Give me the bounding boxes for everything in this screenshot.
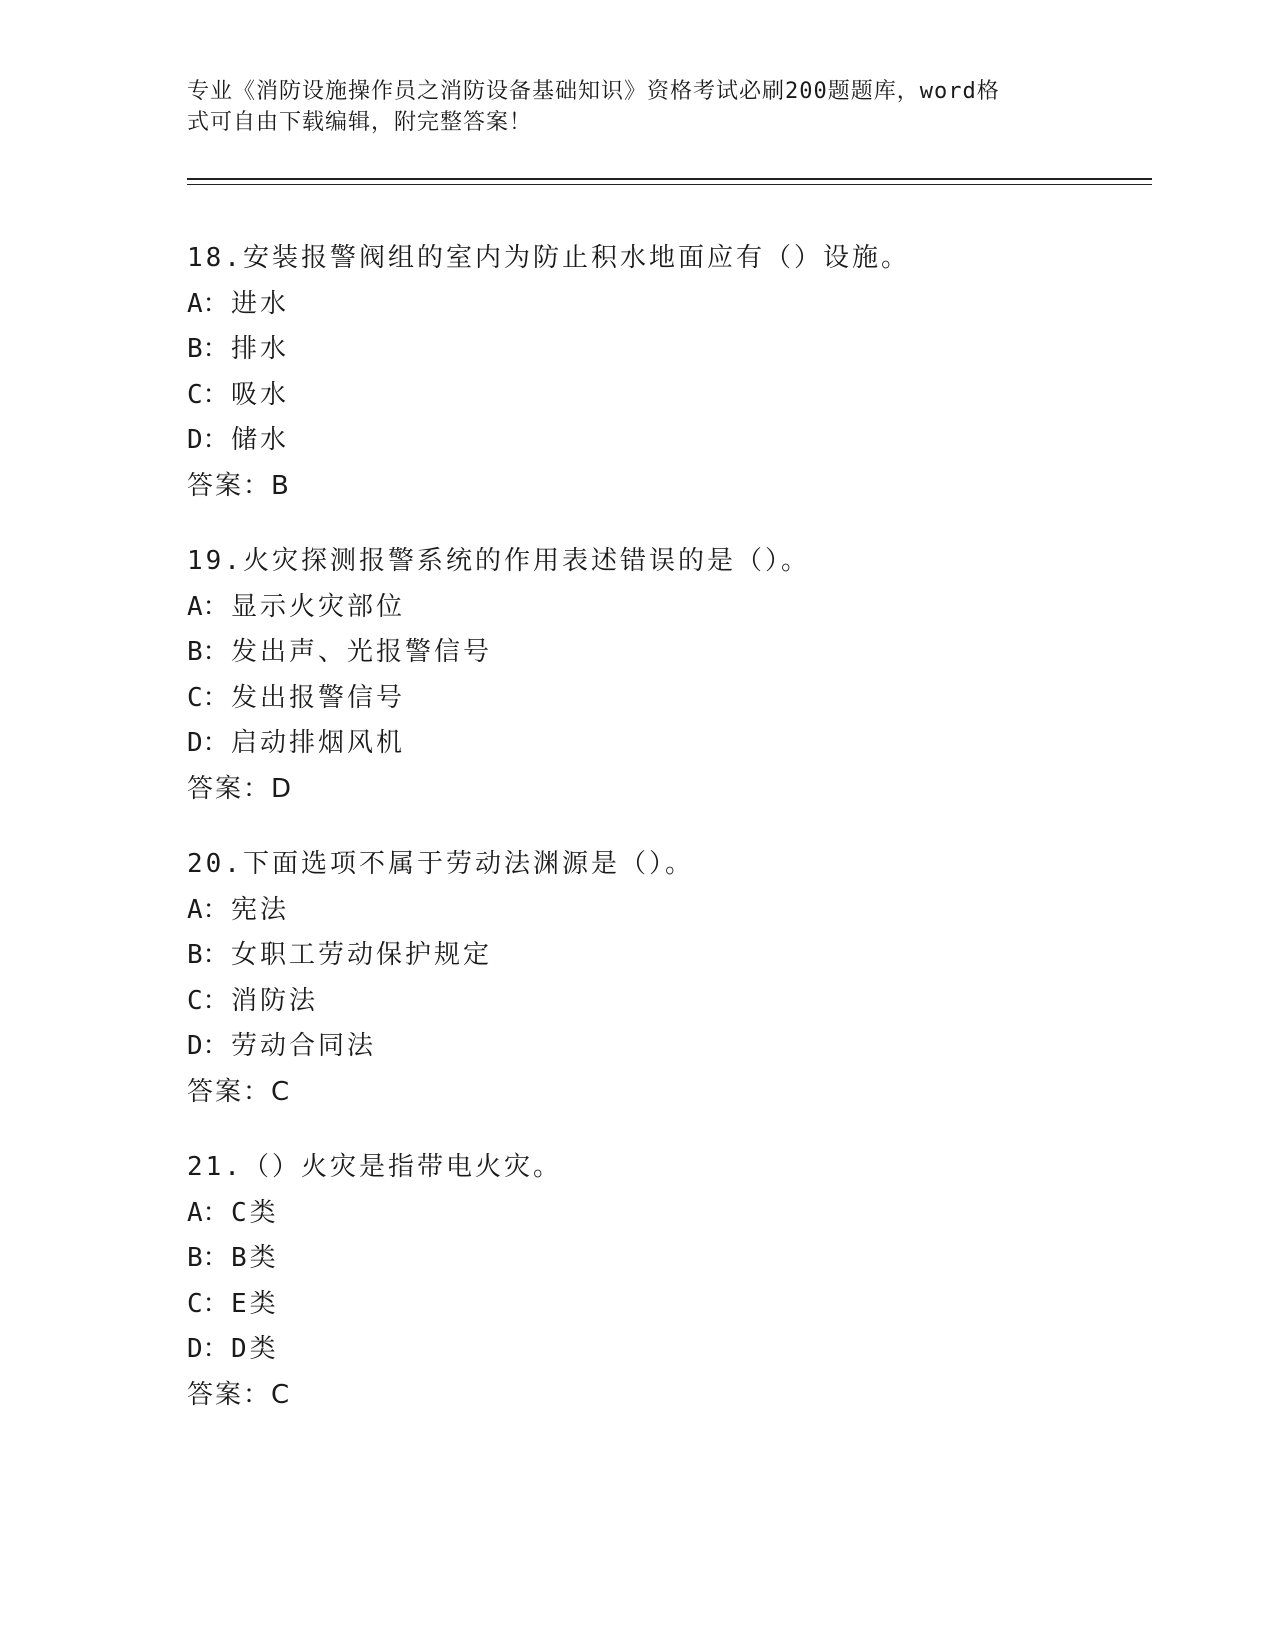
option-a <box>187 888 1147 934</box>
option-letter: B： <box>187 334 229 364</box>
question-20 <box>187 842 1147 1115</box>
option-b <box>187 327 1147 373</box>
answer-label: 答案： <box>187 470 272 501</box>
option-d <box>187 1024 1147 1070</box>
answer-value: D <box>271 773 292 804</box>
question-stem: 19.火灾探测报警系统的作用表述错误的是（）。 <box>187 546 810 576</box>
header-rule-thin <box>187 184 1152 185</box>
option-letter: D： <box>187 728 229 758</box>
question-stem: 18.安装报警阀组的室内为防止积水地面应有（）设施。 <box>187 243 910 273</box>
option-a <box>187 282 1147 328</box>
option-text: 宪法 <box>231 894 290 925</box>
option-d <box>187 418 1147 464</box>
option-c <box>187 1282 1147 1328</box>
option-letter: D： <box>187 1031 229 1061</box>
option-a <box>187 1191 1147 1237</box>
option-a <box>187 585 1147 631</box>
option-letter: D： <box>187 1334 229 1364</box>
option-letter: B： <box>187 1243 229 1273</box>
option-text: 启动排烟风机 <box>231 728 406 758</box>
option-text: 进水 <box>231 288 290 319</box>
option-text: 消防法 <box>231 985 319 1016</box>
answer-label: 答案： <box>187 1076 272 1107</box>
option-text: E类 <box>231 1288 279 1319</box>
question-21 <box>187 1145 1147 1418</box>
question-stem: 21.（）火灾是指带电火灾。 <box>187 1152 562 1182</box>
option-d <box>187 1327 1147 1373</box>
header-rule-thick <box>187 178 1152 180</box>
option-text: 排水 <box>231 334 290 364</box>
option-text: D类 <box>231 1334 279 1364</box>
question-stem: 20.下面选项不属于劳动法渊源是（）。 <box>187 849 694 879</box>
option-text: 吸水 <box>231 379 290 410</box>
option-letter: B： <box>187 637 229 667</box>
option-letter: C： <box>187 985 229 1016</box>
option-b <box>187 630 1147 676</box>
question-list <box>187 236 1147 1448</box>
option-text: 女职工劳动保护规定 <box>231 940 493 970</box>
option-c <box>187 676 1147 722</box>
option-letter: C： <box>187 682 229 713</box>
option-d <box>187 721 1147 767</box>
answer-value: C <box>271 1379 290 1410</box>
option-letter: C： <box>187 1288 229 1319</box>
option-letter: A： <box>187 591 229 622</box>
answer-line <box>187 1373 1147 1419</box>
header-line-2: 式可自由下载编辑，附完整答案！ <box>187 110 533 135</box>
option-letter: A： <box>187 288 229 319</box>
option-letter: D： <box>187 425 229 455</box>
option-text: 发出声、光报警信号 <box>231 637 493 667</box>
document-header <box>187 76 1067 138</box>
option-c <box>187 373 1147 419</box>
answer-line <box>187 464 1147 510</box>
answer-label: 答案： <box>187 1379 272 1410</box>
header-line-1: 专业《消防设施操作员之消防设备基础知识》资格考试必刷200题题库，word格 <box>187 79 1000 104</box>
question-19 <box>187 539 1147 812</box>
option-letter: A： <box>187 1197 229 1228</box>
option-c <box>187 979 1147 1025</box>
answer-line <box>187 767 1147 813</box>
option-b <box>187 1236 1147 1282</box>
answer-value: C <box>271 1076 290 1107</box>
answer-line <box>187 1070 1147 1116</box>
option-text: C类 <box>231 1197 279 1228</box>
answer-value: B <box>271 470 289 501</box>
option-text: 显示火灾部位 <box>231 591 406 622</box>
option-text: 劳动合同法 <box>231 1031 377 1061</box>
option-text: 储水 <box>231 425 290 455</box>
question-18 <box>187 236 1147 509</box>
option-b <box>187 933 1147 979</box>
option-text: 发出报警信号 <box>231 682 406 713</box>
option-letter: B： <box>187 940 229 970</box>
option-letter: C： <box>187 379 229 410</box>
option-text: B类 <box>231 1243 279 1273</box>
answer-label: 答案： <box>187 773 272 804</box>
option-letter: A： <box>187 894 229 925</box>
